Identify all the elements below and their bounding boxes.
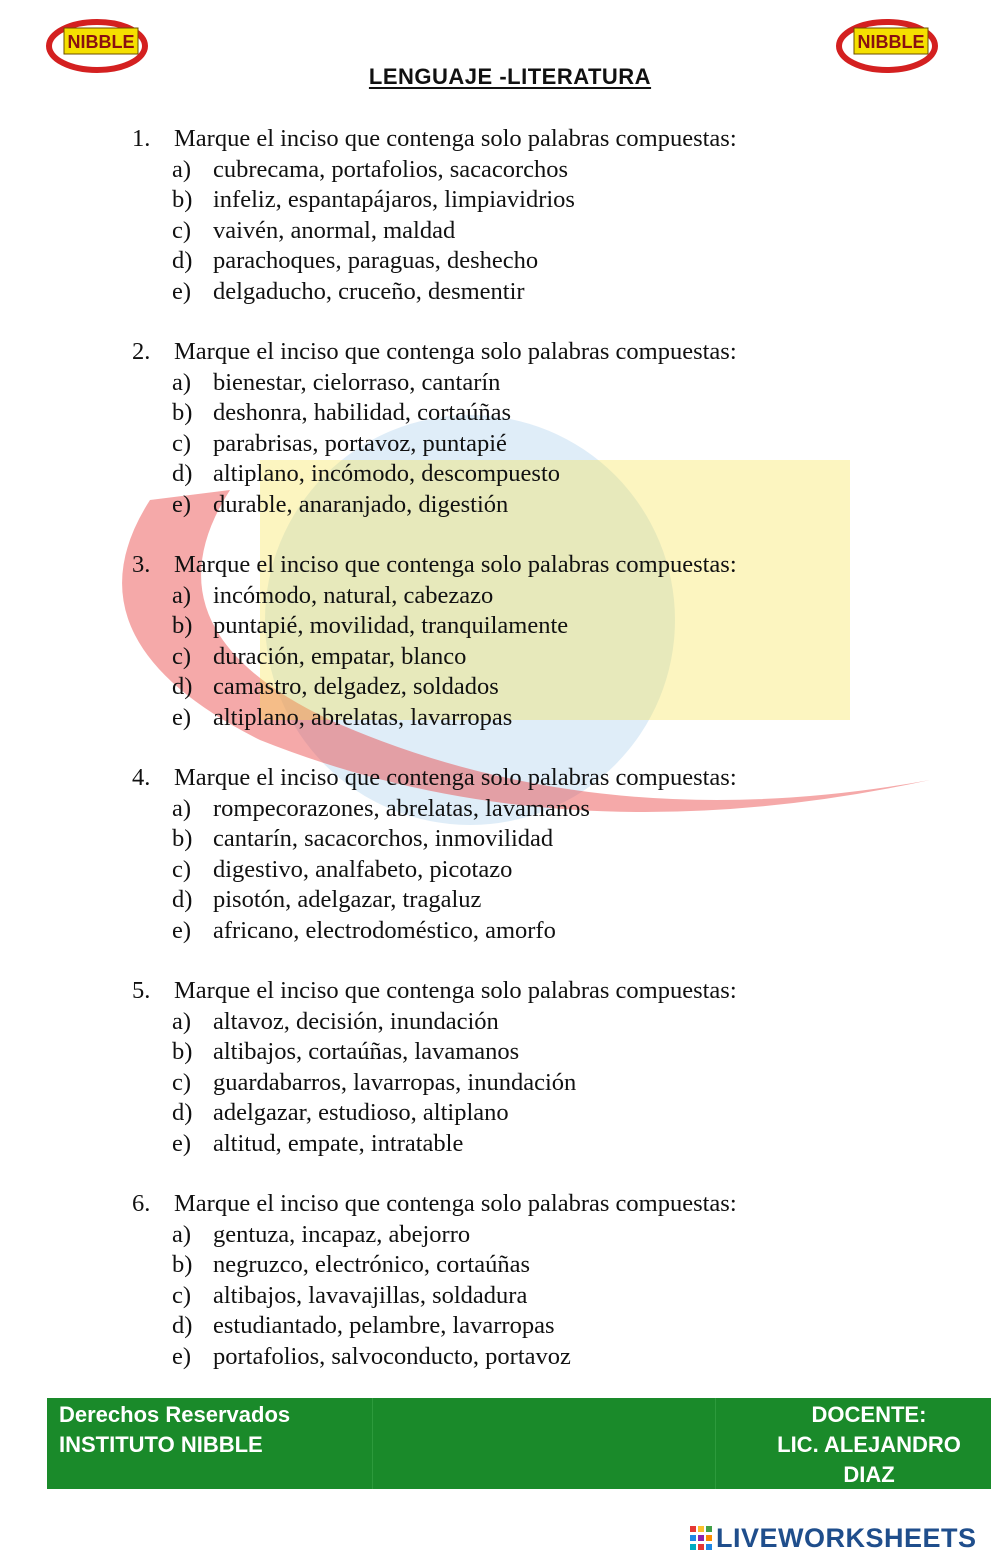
option-letter: b)	[172, 1251, 193, 1278]
option-letter: c)	[172, 1281, 192, 1309]
option-b[interactable]	[0, 1250, 1000, 1281]
option-b[interactable]	[0, 1037, 1000, 1068]
option-letter: a)	[172, 368, 192, 396]
option-d[interactable]	[0, 885, 1000, 916]
option-b[interactable]	[0, 185, 1000, 216]
svg-text:NIBBLE: NIBBLE	[67, 32, 135, 52]
brand-name: LIVEWORKSHEETS	[716, 1522, 977, 1553]
option-text: altavoz, decisión, inundación	[213, 1007, 499, 1035]
option-letter: a)	[172, 155, 192, 183]
option-letter: b)	[172, 1038, 193, 1065]
option-letter: e)	[172, 916, 192, 944]
question-number: 3.	[132, 551, 151, 578]
option-letter: b)	[172, 825, 193, 852]
option-c[interactable]	[0, 642, 1000, 673]
option-letter: c)	[172, 429, 192, 457]
option-text: bienestar, cielorraso, cantarín	[213, 368, 501, 396]
option-a[interactable]	[0, 794, 1000, 825]
question-number: 2.	[132, 338, 151, 365]
footer-teacher-name-1: LIC. ALEJANDRO	[777, 1432, 961, 1457]
option-a[interactable]	[0, 581, 1000, 612]
option-b[interactable]	[0, 824, 1000, 855]
option-letter: c)	[172, 216, 192, 244]
option-c[interactable]	[0, 216, 1000, 247]
question-text: Marque el inciso que contenga solo palabras compuestas:	[174, 764, 737, 791]
option-text: incómodo, natural, cabezazo	[213, 581, 494, 609]
option-e[interactable]	[0, 703, 1000, 734]
option-letter: c)	[172, 855, 192, 883]
option-d[interactable]	[0, 246, 1000, 277]
option-letter: b)	[172, 186, 193, 213]
option-letter: e)	[172, 1129, 192, 1157]
option-text: altibajos, lavavajillas, soldadura	[213, 1281, 528, 1309]
footer-divider	[715, 1398, 716, 1489]
option-letter: c)	[172, 642, 192, 670]
option-text: gentuza, incapaz, abejorro	[213, 1220, 471, 1248]
option-letter: e)	[172, 1342, 192, 1370]
question-number: 1.	[132, 125, 151, 152]
option-text: africano, electrodoméstico, amorfo	[213, 916, 556, 944]
question-number: 4.	[132, 764, 151, 791]
option-text: altibajos, cortaúñas, lavamanos	[213, 1038, 520, 1065]
option-letter: a)	[172, 581, 192, 609]
liveworksheets-icon	[690, 1526, 712, 1550]
option-text: camastro, delgadez, soldados	[213, 673, 499, 700]
option-letter: e)	[172, 277, 192, 305]
option-text: adelgazar, estudioso, altiplano	[213, 1099, 509, 1126]
option-letter: d)	[172, 1099, 193, 1126]
option-e[interactable]	[0, 277, 1000, 308]
option-text: durable, anaranjado, digestión	[213, 490, 509, 518]
option-letter: d)	[172, 247, 193, 274]
option-text: guardabarros, lavarropas, inundación	[213, 1068, 577, 1096]
page-title: LENGUAJE -LITERATURA	[368, 64, 652, 89]
option-d[interactable]	[0, 459, 1000, 490]
question-text: Marque el inciso que contenga solo palabras compuestas:	[174, 1190, 737, 1217]
option-text: cubrecama, portafolios, sacacorchos	[213, 155, 569, 183]
option-letter: a)	[172, 794, 192, 822]
question-5	[0, 976, 1000, 1189]
footer-teacher-label: DOCENTE:	[811, 1402, 927, 1427]
question-text: Marque el inciso que contenga solo palabras compuestas:	[174, 977, 737, 1004]
option-text: rompecorazones, abrelatas, lavamanos	[213, 794, 590, 822]
option-b[interactable]	[0, 611, 1000, 642]
option-letter: a)	[172, 1220, 192, 1248]
option-c[interactable]	[0, 855, 1000, 886]
question-text: Marque el inciso que contenga solo palabras compuestas:	[174, 551, 737, 578]
option-text: digestivo, analfabeto, picotazo	[213, 855, 513, 883]
option-letter: d)	[172, 1312, 193, 1339]
option-text: pisotón, adelgazar, tragaluz	[213, 886, 482, 913]
option-c[interactable]	[0, 429, 1000, 460]
question-4	[0, 763, 1000, 976]
option-text: deshonra, habilidad, cortaúñas	[213, 399, 511, 426]
footer-teacher	[769, 1400, 969, 1490]
option-text: portafolios, salvoconducto, portavoz	[213, 1342, 571, 1370]
question-3	[0, 550, 1000, 763]
footer-copyright	[59, 1400, 290, 1460]
footer-teacher-name-2: DIAZ	[843, 1462, 895, 1487]
footer-institute: INSTITUTO NIBBLE	[59, 1432, 263, 1457]
footer-divider	[372, 1398, 373, 1489]
option-text: negruzco, electrónico, cortaúñas	[213, 1251, 530, 1278]
option-e[interactable]	[0, 1342, 1000, 1373]
option-b[interactable]	[0, 398, 1000, 429]
option-text: duración, empatar, blanco	[213, 642, 467, 670]
option-letter: a)	[172, 1007, 192, 1035]
option-text: cantarín, sacacorchos, inmovilidad	[213, 825, 554, 852]
question-list	[0, 124, 1000, 1402]
option-a[interactable]	[0, 1007, 1000, 1038]
option-text: altiplano, abrelatas, lavarropas	[213, 703, 513, 731]
question-number: 6.	[132, 1190, 151, 1217]
question-6	[0, 1189, 1000, 1402]
question-text: Marque el inciso que contenga solo palabras compuestas:	[174, 338, 737, 365]
option-a[interactable]	[0, 1220, 1000, 1251]
option-letter: b)	[172, 612, 193, 639]
option-letter: e)	[172, 490, 192, 518]
option-text: parachoques, paraguas, deshecho	[213, 247, 539, 274]
option-e[interactable]	[0, 916, 1000, 947]
option-a[interactable]	[0, 368, 1000, 399]
option-text: altiplano, incómodo, descompuesto	[213, 460, 561, 487]
option-text: estudiantado, pelambre, lavarropas	[213, 1312, 555, 1339]
option-e[interactable]	[0, 1129, 1000, 1160]
option-text: infeliz, espantapájaros, limpiavidrios	[213, 186, 575, 213]
question-number: 5.	[132, 977, 151, 1004]
option-letter: d)	[172, 886, 193, 913]
option-text: parabrisas, portavoz, puntapié	[213, 429, 507, 457]
question-1	[0, 124, 1000, 337]
question-2	[0, 337, 1000, 550]
option-e[interactable]	[0, 490, 1000, 521]
svg-text:NIBBLE: NIBBLE	[857, 32, 925, 52]
footer-bar	[47, 1398, 991, 1489]
option-text: altitud, empate, intratable	[213, 1129, 464, 1157]
option-d[interactable]	[0, 1098, 1000, 1129]
footer-rights: Derechos Reservados	[59, 1402, 291, 1427]
option-letter: b)	[172, 399, 193, 426]
option-letter: d)	[172, 673, 193, 700]
option-c[interactable]	[0, 1068, 1000, 1099]
option-letter: d)	[172, 460, 193, 487]
option-text: delgaducho, cruceño, desmentir	[213, 277, 525, 305]
option-letter: c)	[172, 1068, 192, 1096]
option-text: puntapié, movilidad, tranquilamente	[213, 612, 569, 639]
liveworksheets-brand[interactable]	[690, 1520, 977, 1556]
option-a[interactable]	[0, 155, 1000, 186]
option-text: vaivén, anormal, maldad	[213, 216, 456, 244]
question-text: Marque el inciso que contenga solo palabras compuestas:	[174, 125, 737, 152]
option-c[interactable]	[0, 1281, 1000, 1312]
option-d[interactable]	[0, 1311, 1000, 1342]
option-d[interactable]	[0, 672, 1000, 703]
option-letter: e)	[172, 703, 192, 731]
